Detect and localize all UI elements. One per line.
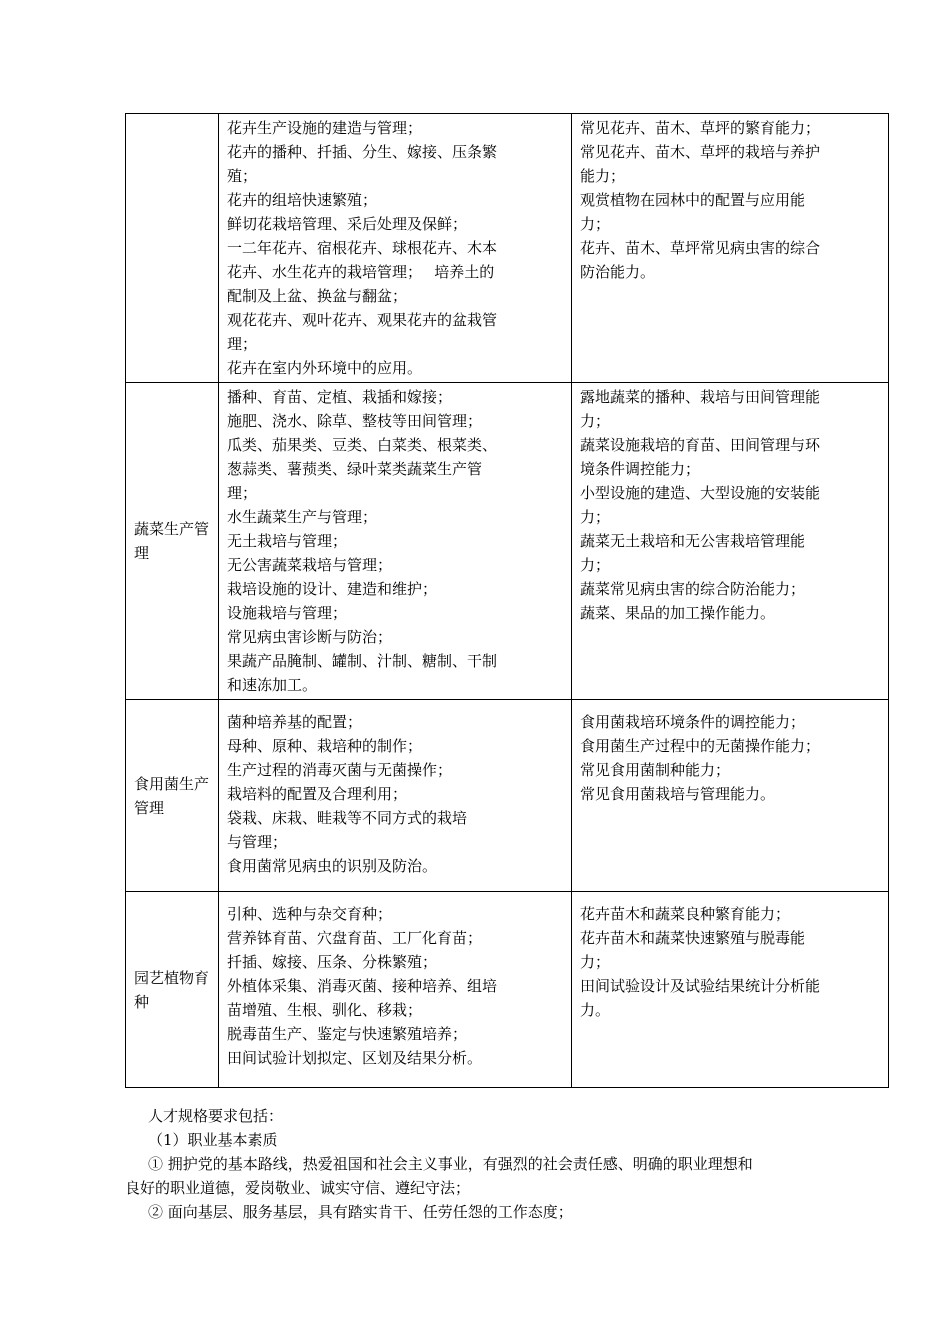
ability-cell — [572, 700, 889, 892]
content-line: 观花花卉、观叶花卉、观果花卉的盆栽管 — [227, 311, 498, 329]
content-cell — [219, 383, 572, 700]
section-heading: （1）职业基本素质 — [148, 1131, 278, 1149]
content-line: 瓜类、茄果类、豆类、白菜类、根菜类、 — [227, 436, 498, 454]
content-line: 果蔬产品腌制、罐制、汁制、糖制、干制 — [227, 652, 498, 670]
content-line: 与管理； — [227, 833, 288, 851]
content-line: 理； — [227, 484, 258, 502]
ability-line: 花卉苗木和蔬菜良种繁育能力； — [580, 905, 791, 923]
content-line: 花卉的播种、扦插、分生、嫁接、压条繁 — [227, 143, 498, 161]
content-line: 袋栽、床栽、畦栽等不同方式的栽培 — [227, 809, 468, 827]
content-line: 殖； — [227, 167, 258, 185]
ability-line: 花卉、苗木、草坪常见病虫害的综合 — [580, 239, 821, 257]
content-line: 食用菌常见病虫的识别及防治。 — [227, 857, 438, 875]
ability-line: 力； — [580, 508, 611, 526]
content-line: 葱蒜类、薯蓣类、绿叶菜类蔬菜生产管 — [227, 460, 483, 478]
content-line: 生产过程的消毒灭菌与无菌操作； — [227, 761, 453, 779]
ability-line: 力； — [580, 215, 611, 233]
content-line: 花卉在室内外环境中的应用。 — [227, 359, 423, 377]
ability-line: 常见食用菌栽培与管理能力。 — [580, 785, 776, 803]
content-line: 设施栽培与管理； — [227, 604, 348, 622]
content-line: 一二年花卉、宿根花卉、球根花卉、木本 — [227, 239, 498, 257]
ability-line: 蔬菜常见病虫害的综合防治能力； — [580, 580, 806, 598]
content-line: 田间试验计划拟定、区划及结果分析。 — [227, 1049, 483, 1067]
ability-line: 力； — [580, 953, 611, 971]
content-line: 花卉生产设施的建造与管理； — [227, 119, 423, 137]
table-row — [126, 383, 889, 700]
content-line: 栽培料的配置及合理利用； — [227, 785, 408, 803]
ability-line: 常见花卉、苗木、草坪的繁育能力； — [580, 119, 821, 137]
ability-line: 蔬菜无土栽培和无公害栽培管理能 — [580, 532, 806, 550]
ability-line: 露地蔬菜的播种、栽培与田间管理能 — [580, 388, 821, 406]
ability-cell — [572, 114, 889, 383]
content-cell — [219, 892, 572, 1088]
content-line: 花卉、水生花卉的栽培管理； 培养土的 — [227, 263, 495, 281]
ability-line: 力； — [580, 412, 611, 430]
table-row — [126, 892, 889, 1088]
table-row — [126, 114, 889, 383]
content-line: 鲜切花栽培管理、采后处理及保鲜； — [227, 215, 468, 233]
ability-line: 食用菌栽培环境条件的调控能力； — [580, 713, 806, 731]
category-cell — [126, 114, 219, 383]
ability-cell — [572, 892, 889, 1088]
paragraph-item-2: ② 面向基层、服务基层，具有踏实肯干、任劳任怨的工作态度； — [148, 1203, 573, 1221]
ability-line: 常见食用菌制种能力； — [580, 761, 731, 779]
table-row — [126, 700, 889, 892]
category-cell: 食用菌生产管理 — [126, 700, 219, 892]
ability-line: 食用菌生产过程中的无菌操作能力； — [580, 737, 821, 755]
ability-line: 力； — [580, 556, 611, 574]
ability-line: 花卉苗木和蔬菜快速繁殖与脱毒能 — [580, 929, 806, 947]
paragraph-item-1: ① 拥护党的基本路线，热爱祖国和社会主义事业，有强烈的社会责任感、明确的职业理想和 — [148, 1155, 753, 1173]
ability-line: 蔬菜、果品的加工操作能力。 — [580, 604, 776, 622]
content-cell — [219, 114, 572, 383]
content-line: 苗增殖、生根、驯化、移栽； — [227, 1001, 423, 1019]
ability-line: 田间试验设计及试验结果统计分析能 — [580, 977, 821, 995]
content-line: 栽培设施的设计、建造和维护； — [227, 580, 438, 598]
content-line: 菌种培养基的配置； — [227, 713, 363, 731]
ability-line: 常见花卉、苗木、草坪的栽培与养护 — [580, 143, 821, 161]
content-line: 常见病虫害诊断与防治； — [227, 628, 393, 646]
content-line: 外植体采集、消毒灭菌、接种培养、组培 — [227, 977, 498, 995]
course-table — [125, 113, 889, 1088]
content-line: 水生蔬菜生产与管理； — [227, 508, 378, 526]
content-line: 扦插、嫁接、压条、分株繁殖； — [227, 953, 438, 971]
ability-line: 能力； — [580, 167, 626, 185]
content-line: 理； — [227, 335, 258, 353]
ability-line: 力。 — [580, 1001, 611, 1019]
category-cell: 园艺植物育种 — [126, 892, 219, 1088]
ability-line: 防治能力。 — [580, 263, 656, 281]
ability-line: 蔬菜设施栽培的育苗、田间管理与环 — [580, 436, 821, 454]
content-line: 营养钵育苗、穴盘育苗、工厂化育苗； — [227, 929, 483, 947]
content-line: 无土栽培与管理； — [227, 532, 348, 550]
content-line: 脱毒苗生产、鉴定与快速繁殖培养； — [227, 1025, 468, 1043]
category-cell: 蔬菜生产管理 — [126, 383, 219, 700]
body-text — [125, 1104, 839, 1224]
content-line: 施肥、浇水、除草、整枝等田间管理； — [227, 412, 483, 430]
ability-line: 小型设施的建造、大型设施的安装能 — [580, 484, 821, 502]
content-line: 花卉的组培快速繁殖； — [227, 191, 378, 209]
ability-cell — [572, 383, 889, 700]
content-line: 母种、原种、栽培种的制作； — [227, 737, 423, 755]
ability-line: 观赏植物在园林中的配置与应用能 — [580, 191, 806, 209]
paragraph-item-1-cont: 良好的职业道德，爱岗敬业、诚实守信、遵纪守法； — [125, 1179, 471, 1197]
content-line: 引种、选种与杂交育种； — [227, 905, 393, 923]
content-line: 和速冻加工。 — [227, 676, 318, 694]
content-cell — [219, 700, 572, 892]
content-line: 配制及上盆、换盆与翻盆； — [227, 287, 408, 305]
ability-line: 境条件调控能力； — [580, 460, 701, 478]
content-line: 播种、育苗、定植、栽插和嫁接； — [227, 388, 453, 406]
talent-spec-intro: 人才规格要求包括： — [148, 1107, 284, 1125]
content-line: 无公害蔬菜栽培与管理； — [227, 556, 393, 574]
